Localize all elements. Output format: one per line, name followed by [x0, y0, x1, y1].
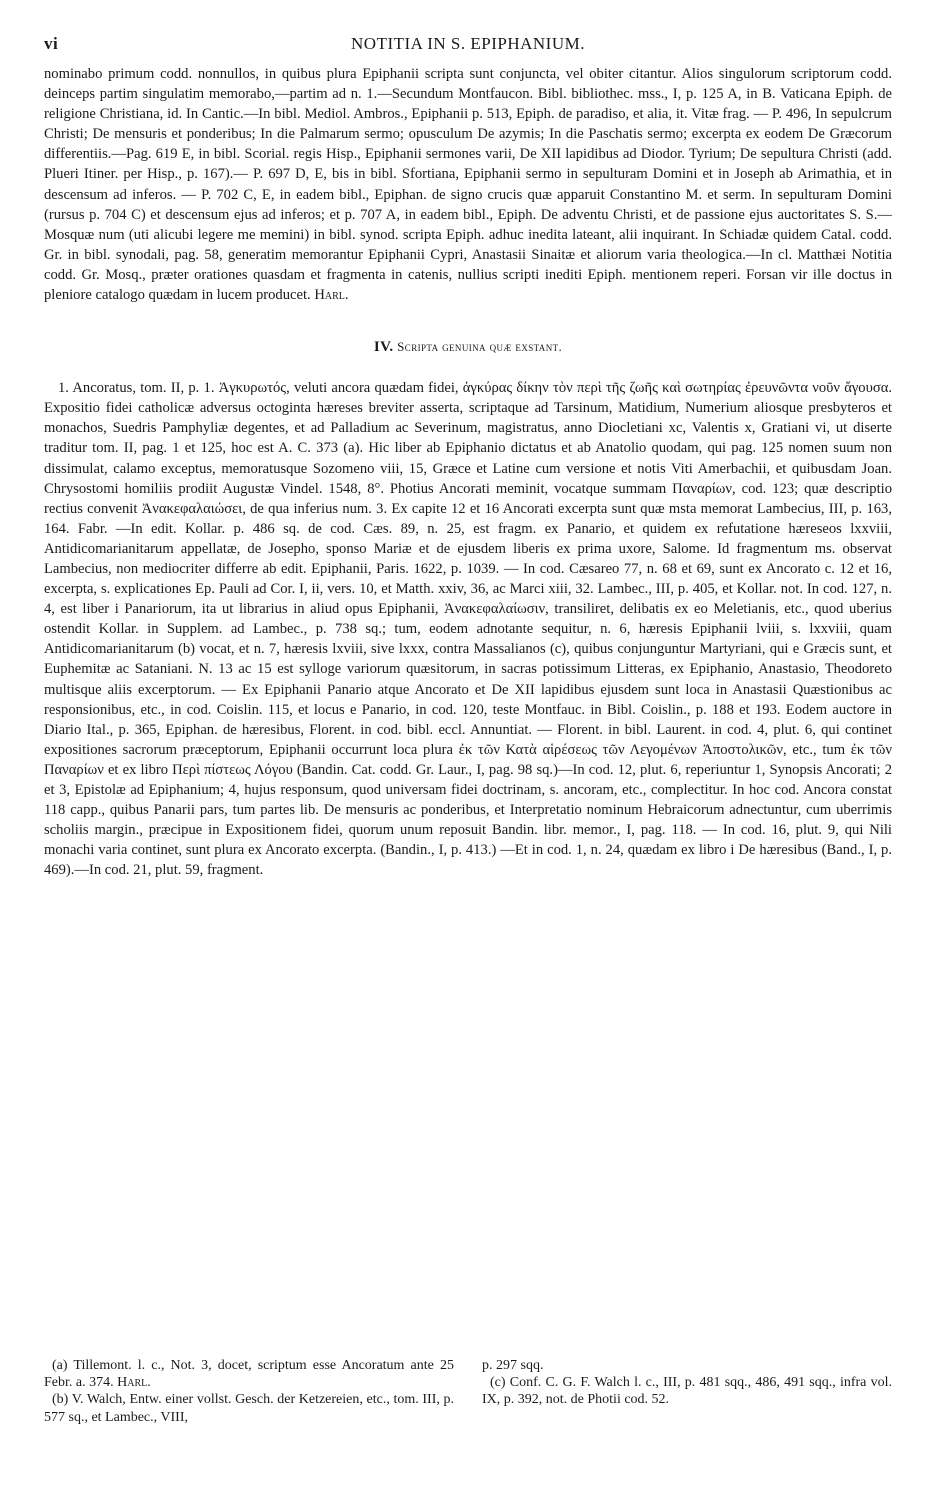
running-head [44, 30, 892, 60]
intro-paragraph [44, 64, 892, 305]
intro-text: nominabo primum codd. nonnullos, in quibus plura Epiphanii scripta sunt conjuncta, vel obiter citantur. Alios singulorum scriptorum codd. deinceps partim singulatim memorabo,—partim ad n. 1.—Secundum Montfaucon. Bibl. bibliothec. mss., I, p. 125 A, in B. Vaticana Epiph. de religione Christiana, id. In Cantic.—In bibl. Mediol. Ambros., Epiphanii p. 513, Epiph. de paradiso, et alia, it. Vitæ frag. — P. 496, In sepulcrum Christi; De mensuris et ponderibus; In die Palmarum sermo; opusculum De azymis; In die Paschatis sermo; excerpta ex eodem De Græcorum differentiis.—Pag. 619 E, in bibl. Scorial. regis Hisp., Epiphanii sermones varii, De XII lapidibus ad Diodor. Tyrium; De sepultura Christi (add. Plueri Itiner. per Hisp., p. 167).— P. 697 D, E, bis in bibl. Sfortiana, Epiphanii sermo in sepulturam Domini et in Joseph ab Arimathia, et in descensum ad inferos. — P. 702 C, E, in eadem bibl., Epiphan. de signo crucis quæ apparuit Constantino M. et serm. In sepulturam Domini (rursus p. 704 C) et descensum ejus ad inferos; et p. 707 A, in eadem bibl., Epiph. De adventu Christi, et de passione ejus auctoritates S. S.—Mosquæ num (uti alicubi legere me memini) in bibl. synod. scripta Epiph. adhuc inedita lateant, alii inquirant. In Schiadæ quidem Catal. codd. Gr. in bibl. synodali, pag. 58, generatim memorantur Epiphanii Cypri, Anastasii Sinaitæ et aliorum varia theologica.—In cl. Matthæi Notitia codd. Gr. Mosq., præter orationes quasdam et fragmenta in catenis, nullius scripti inediti Epiph. mentionem reperi. Forsan vir ille doctus in pleniore catalogo quædam in lucem producet. [44, 66, 892, 304]
footnote-b-continued: p. 297 sqq. [482, 1358, 544, 1373]
footnote-a-text: (a) Tillemont. l. c., Not. 3, docet, scriptum esse Ancoratum ante 25 Febr. a. 374. [44, 1358, 454, 1391]
footnote-a-signature: Harl. [117, 1375, 151, 1391]
footnote-column-right [482, 1357, 892, 1426]
intro-signature: Harl. [314, 287, 349, 304]
section-number: IV. [373, 339, 394, 356]
body-paragraph: 1. Ancoratus, tom. II, p. 1. Ἀγκυρωτός, veluti ancora quædam fidei, ἀγκύρας δίκην τὸν περὶ τῆς ζωῆς καὶ σωτηρίας ἐρευνῶντα νοῦν ἄγουσα. Expositio fidei catholicæ adversus octoginta hæreses breviter asserta, scriptaque ad Tarsinum, Matidium, Numerium aliosque presbyteros et monachos, Suedris Pamphyliæ degentes, et ad Palladium ac Severinum, magistratus, anno Diocletiani xc, Valentis x, Gratiani vi, ut diserte traditur tom. II, pag. 1 et 125, hoc est A. C. 373 (a). Hic liber ab Epiphanio dictatus et ab Anatolio quodam, qui pag. 125 nomen suum non dissimulat, calamo exceptus, memoratusque Sozomeno viii, 15, Græce et Latine cum versione et notis Viti Amerbachii, et quibusdam Joan. Chrysostomi homiliis prodiit Augustæ Vindel. 1548, 8°. Photius Ancorati meminit, vocatque summam Παναρίων, cod. 123; quæ descriptio rectius convenit Ἀνακεφαλαιώσει, de qua inferius num. 3. Ex capite 12 et 16 Ancorati excerpta sunt quæ msta memorat Lambecius, III, p. 163, 164. Fabr. —In edit. Kollar. p. 486 sq. de cod. Cæs. 89, n. 25, est fragm. ex Panario, et quidem ex refutatione hæreseos lxxviii, Antidicomarianitarum appellatæ, de Josepho, sponso Mariæ et de ejusdem liberis ex prima uxore, Salome. Id fragmentum ms. observat Lambecius, non mediocriter differre ab edit. Epiphanii, Paris. 1622, p. 1039. — In cod. Cæsareo 77, n. 68 et 69, sunt ex Ancorato c. 12 et 16, excerpta, s. explicationes Ep. Pauli ad Cor. I, ii, vers. 10, et Matth. xxiv, 36, ac Marci xiii, 32. Lambec., III, p. 405, et Kollar. not. In cod. 127, n. 4, est liber i Panariorum, ita ut librarius in aliud opus Epiphanii, Ἀνακεφαλαίωσιν, transiliret, delibatis ex eo Meletianis, etc., quod uberius ostendit Kollar. in Supplem. ad Lambec., p. 738 sq.; tum, eodem adnotante sequitur, n. 6, hæresis Epiphanii lviii, s. lxxviii, quam Antidicomarianitarum (b) vocat, et n. 7, hæresis lxviii, sive lxxx, contra Massalianos (c), quibus conjunguntur Martyriani, qui e Græcis sunt, et Euphemitæ ac Sataniani. N. 13 ac 15 est sylloge variorum quæsitorum, in sacras potissimum Litteras, ex Epiphanio, Anastasio, Theodoreto multisque aliis excerptorum. — Ex Epiphanii Panario atque Ancorato et De XII lapidibus ejusdem sunt loca in Anastasii Quæstionibus ac responsionibus, etc., in cod. Coislin. 115, et locus e Panario, in cod. 120, teste Montfauc. in Bibl. Coislin., p. 188 et 193. Eodem auctore in Diario Ital., p. 365, Epiphan. de hæresibus, Florent. in cod. bibl. eccl. Annuntiat. — Florent. in bibl. Laurent. in cod. 4, plut. 6, qui continet expositiones sacrorum præceptorum, Epiphanii occurrunt loca plura ἐκ τῶν Κατὰ αἱρέσεως τῶν Λεγομένων Ἀποστολικῶν, etc., tum ἐκ τῶν Παναρίων et ex libro Περὶ πίστεως Λόγου (Bandin. Cat. codd. Gr. Laur., I, pag. 98 sq.)—In cod. 12, plut. 6, reperiuntur 1, Synopsis Ancorati; 2 et 3, Epistolæ ad Epiphanium; 4, hujus responsum, quod universam fidei doctrinam, s. ancoram, etc., complectitur. In hoc cod. Ancora constat 118 capp., quibus Panarii pars, tum partes lib. De mensuris ac ponderibus, et Interpretatio nominum Hebraicorum adnectuntur, cum uberrimis scholiis margin., præcipue in Expositionem fidei, quorum unum reposuit Bandin. libr. memor., I, pag. 118. — In cod. 16, plut. 9, qui Nili monachi varia continet, sunt plura ex Ancorato excerpta. (Bandin., I, p. 413.) —Et in cod. 1, n. 24, quædam ex libro i De hæresibus (Band., I, p. 469).—In cod. 21, plut. 59, fragment. [44, 380, 892, 879]
footnote-b: (b) V. Walch, Entw. einer vollst. Gesch. der Ketzereien, etc., tom. III, p. 577 sq., et Lambec., VIII, [44, 1392, 454, 1425]
page-number: vi [44, 34, 59, 53]
page [44, 30, 892, 880]
footnotes [44, 1357, 892, 1426]
footnote-a [44, 1357, 454, 1391]
footnote-c: (c) Conf. C. G. F. Walch l. c., III, p. 481 sqq., 486, 491 sqq., infra vol. IX, p. 392, not. de Photii cod. 52. [482, 1375, 892, 1408]
section-heading [44, 339, 892, 356]
footnote-column-left [44, 1357, 454, 1426]
section-title: Scripta genuina quæ exstant. [397, 339, 563, 355]
running-title: NOTITIA IN S. EPIPHANIUM. [351, 34, 585, 53]
